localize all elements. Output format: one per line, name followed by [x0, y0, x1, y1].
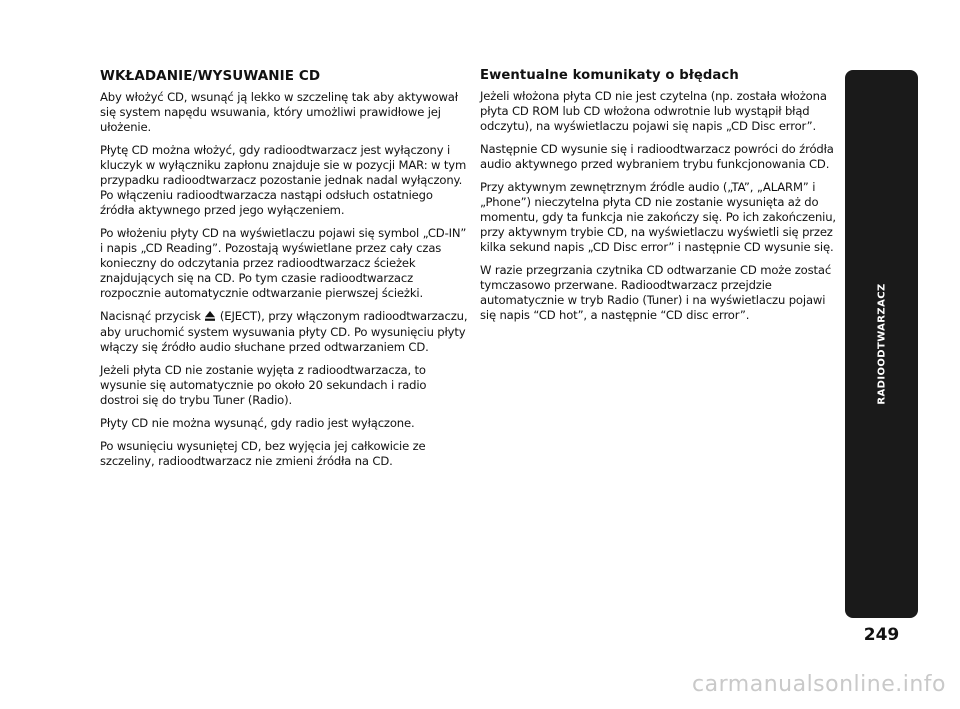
- paragraph: Następnie CD wysunie się i radioodtwarzacz powróci do źródła audio aktywnego przed wybraniem trybu funkcjonowania CD.: [480, 142, 834, 171]
- paragraph: Płytę CD można włożyć, gdy radioodtwarzacz jest wyłączony i kluczyk w wyłączniku zapłonu znajduje sie w pozycji MAR: w tym przypadku radioodtwarzacz pozostanie jednak nadal wyłączony. Po włączeniu radioodtwarzacza nastąpi odsłuch ostatniego źródła aktywnego przed jego wyłączeniem.: [100, 143, 467, 217]
- paragraph-text: Nacisnąć przycisk: [100, 309, 201, 323]
- section-heading-insert-eject: WKŁADANIE/WYSUWANIE CD: [100, 68, 321, 84]
- eject-icon: [205, 310, 215, 325]
- section-heading-error-messages: Ewentualne komunikaty o błędach: [480, 68, 739, 83]
- right-column: [480, 68, 842, 331]
- chapter-label: RADIOODTWARZACZ: [876, 283, 887, 405]
- paragraph-eject: [100, 309, 468, 355]
- paragraph: Aby włożyć CD, wsunąć ją lekko w szczelinę tak aby aktywował się system napędu wsuwania, który umożliwi prawidłowe jej ułożenie.: [100, 90, 458, 134]
- paragraph: Przy aktywnym zewnętrznym źródle audio („TA”, „ALARM” i „Phone”) nieczytelna płyta CD nie zostanie wysunięta aż do momentu, gdy ta funkcja nie zakończy się. Po ich zakończeniu, przy aktywnym trybie CD, na wyświetlaczu wyświetli się przez kilka sekund napis „CD Disc error” i następnie CD wysunie się.: [480, 180, 836, 254]
- chapter-side-tab: [845, 70, 918, 618]
- paragraph-text: (EJECT), przy włączonym radioodtwarzaczu, aby uruchomić system wysuwania płyty CD. Po wysunięciu płyty włączy się źródło audio słuchane przed odtwarzaniem CD.: [100, 309, 468, 354]
- page-number: 249: [863, 625, 900, 645]
- paragraph: Płyty CD nie można wysunąć, gdy radio jest wyłączone.: [100, 416, 415, 430]
- watermark: carmanualsonline.info: [692, 672, 946, 697]
- paragraph: Po wsunięciu wysuniętej CD, bez wyjęcia jej całkowicie ze szczeliny, radioodtwarzacz nie zmieni źródła na CD.: [100, 439, 426, 468]
- paragraph: Jeżeli płyta CD nie zostanie wyjęta z radioodtwarzacza, to wysunie się automatycznie po około 20 sekundach i radio dostroi się do trybu Tuner (Radio).: [100, 363, 427, 407]
- left-column: [100, 68, 468, 477]
- paragraph: W razie przegrzania czytnika CD odtwarzanie CD może zostać tymczasowo przerwane. Radioodtwarzacz przejdzie automatycznie w tryb Radio (Tuner) i na wyświetlaczu pojawi się napis “CD hot”, a następnie “CD disc error”.: [480, 263, 832, 322]
- paragraph: Po włożeniu płyty CD na wyświetlaczu pojawi się symbol „CD-IN” i napis „CD Reading”. Pozostają wyświetlane przez cały czas konieczny do odczytania przez radioodtwarzacz ścieżek znajdujących się na CD. Po tym czasie radioodtwarzacz rozpocznie automatycznie odtwarzanie pierwszej ścieżki.: [100, 226, 467, 300]
- paragraph: Jeżeli włożona płyta CD nie jest czytelna (np. została włożona płyta CD ROM lub CD włożona odwrotnie lub wystąpił błąd odczytu), na wyświetlaczu pojawi się napis „CD Disc error”.: [480, 89, 827, 133]
